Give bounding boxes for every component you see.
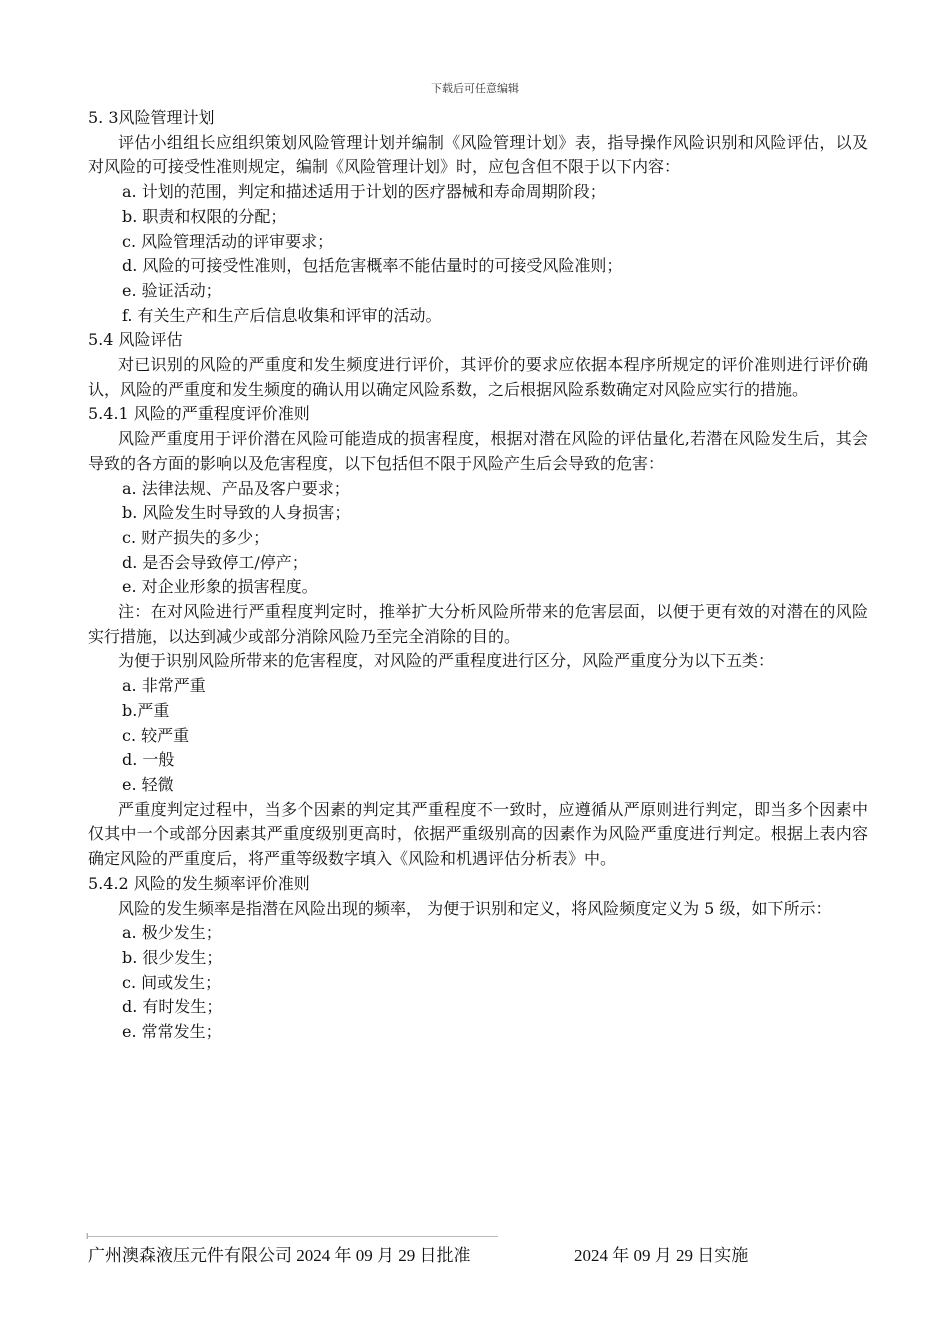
footer-page-mark: I [86,1232,89,1241]
severity-class-item: c. 较严重 [122,725,190,745]
severity-class-item: b.严重 [122,700,170,720]
section-heading-5-3: 5. 3风险管理计划 [88,108,215,127]
section-5-4-1-judgement: 严重度判定过程中，当多个因素的判定其严重程度不一致时，应遵循从严原则进行判定，即当多个因素中仅其中一个或部分因素其严重度级别更高时，依据严重级别高的因素作为风险严重度进行判定。根据上表内容确定风险的严重度后，将严重等级数字填入《风险和机遇评估分析表》中。 [88,799,868,869]
severity-class-item: e. 轻微 [122,774,174,794]
section-heading-5-4: 5.4 风险评估 [88,330,183,350]
frequency-item: b. 很少发生； [122,947,223,967]
list-item: a. 计划的范围，判定和描述适用于计划的医疗器械和寿命周期阶段； [122,182,606,202]
list-item: c. 财产损失的多少； [122,527,270,547]
section-heading-5-4-1: 5.4.1 风险的严重程度评价准则 [88,404,310,424]
list-item: e. 验证活动； [122,280,222,300]
list-item: b. 职责和权限的分配； [122,206,287,226]
footer-divider [88,1236,498,1237]
section-5-4-intro: 对已识别的风险的严重度和发生频度进行评价，其评价的要求应依据本程序所规定的评价准则进行评价确认，风险的严重度和发生频度的确认用以确定风险系数，之后根据风险系数确定对风险应实行的措施。 [88,355,868,399]
list-item: f. 有关生产和生产后信息收集和评审的活动。 [122,305,442,325]
frequency-item: a. 极少发生； [122,923,222,943]
frequency-item: d. 有时发生； [122,997,223,1017]
list-item: b. 风险发生时导致的人身损害； [122,503,351,523]
list-item: d. 是否会导致停工/停产； [122,552,308,572]
footer-effective-text: 2024 年 09 月 29 日实施 [574,1246,749,1265]
severity-class-item: d. 一般 [122,750,175,770]
frequency-item: c. 间或发生； [122,972,222,992]
document-body [88,106,868,1045]
list-item: d. 风险的可接受性准则，包括危害概率不能估量时的可接受风险准则； [122,256,623,276]
severity-class-item: a. 非常严重 [122,676,206,696]
section-heading-5-4-2: 5.4.2 风险的发生频率评价准则 [88,873,310,893]
section-5-3-intro: 评估小组组长应组织策划风险管理计划并编制《风险管理计划》表，指导操作风险识别和风险评估，以及对风险的可接受性准则规定，编制《风险管理计划》时，应包含但不限于以下内容： [88,132,868,177]
list-item: e. 对企业形象的损害程度。 [122,577,318,597]
section-5-4-2-intro: 风险的发生频率是指潜在风险出现的频率， 为便于识别和定义，将风险频度定义为 5 级，如下所示： [118,898,832,918]
page-header-note: 下载后可任意编辑 [431,82,519,95]
section-5-4-1-note: 注：在对风险进行严重程度判定时，推举扩大分析风险所带来的危害层面，以便于更有效的对潜在的风险实行措施，以达到减少或部分消除风险乃至完全消除的目的。 [88,602,868,646]
frequency-item: e. 常常发生； [122,1022,222,1042]
footer-approval-text: 广州澳森液压元件有限公司 2024 年 09 月 29 日批准 [88,1246,471,1265]
list-item: a. 法律法规、产品及客户要求； [122,478,350,498]
list-item: c. 风险管理活动的评审要求； [122,231,334,251]
section-5-4-1-intro: 风险严重度用于评价潜在风险可能造成的损害程度，根据对潜在风险的评估量化,若潜在风险发生后，其会导致的各方面的影响以及危害程度，以下包括但不限于风险产生后会导致的危害： [88,429,868,473]
section-5-4-1-classes-intro: 为便于识别风险所带来的危害程度，对风险的严重程度进行区分，风险严重度分为以下五类： [118,651,775,671]
